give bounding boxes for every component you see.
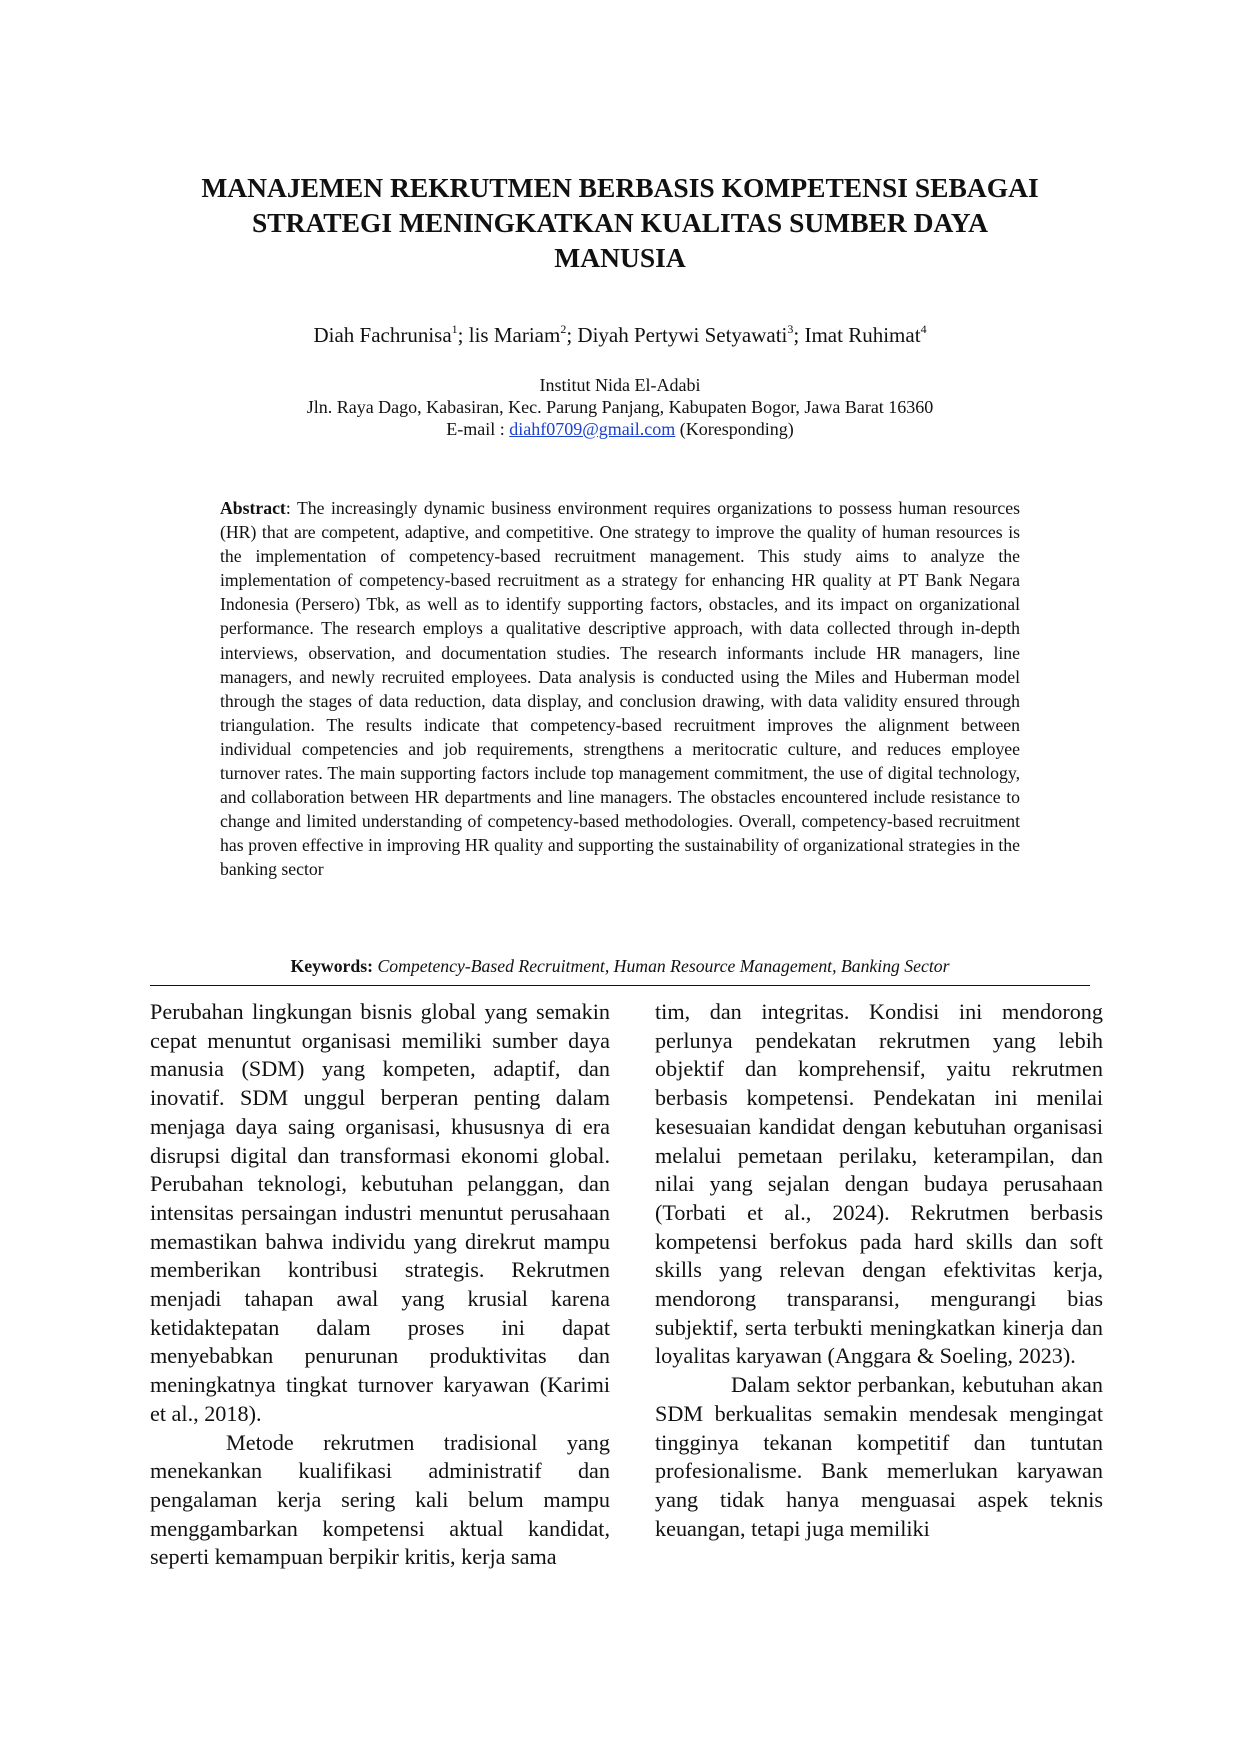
keywords-label: Keywords: (290, 956, 374, 976)
section-divider (150, 985, 1090, 986)
institution: Institut Nida El-Adabi (539, 375, 701, 395)
abstract (220, 496, 1020, 882)
body-paragraph: tim, dan integritas. Kondisi ini mendorong perlunya pendekatan rekrutmen yang lebih objektif dan komprehensif, yaitu rekrutmen berbasis kompetensi. Pendekatan ini menilai kesesuaian kandidat dengan kebutuhan organisasi melalui pemetaan perilaku, keterampilan, dan nilai yang sejalan dengan budaya perusahaan (Torbati et al., 2024). Rekrutmen berbasis kompetensi berfokus pada hard skills dan soft skills yang relevan dengan efektivitas kerja, mendorong transparansi, mengurangi bias subjektif, serta terbukti meningkatkan kinerja dan loyalitas karyawan (Anggara & Soeling, 2023). (655, 999, 1103, 1369)
body-column-left (150, 998, 610, 1572)
body-paragraph: Dalam sektor perbankan, kebutuhan akan SDM berkualitas semakin mendesak mengingat tingginya tekanan kompetitif dan tuntutan profesionalisme. Bank memerlukan karyawan yang tidak hanya menguasai aspek teknis keuangan, tetapi juga memiliki (655, 1372, 1103, 1541)
author-separator: ; (457, 323, 469, 347)
title-line: MANUSIA (554, 242, 686, 273)
author-name: Diah Fachrunisa (313, 323, 452, 347)
author-name: Diyah Pertywi Setyawati (577, 323, 788, 347)
address: Jln. Raya Dago, Kabasiran, Kec. Parung Panjang, Kabupaten Bogor, Jawa Barat 16360 (306, 397, 934, 417)
author-name: Imat Ruhimat (804, 323, 921, 347)
affiliation-block (0, 374, 1240, 440)
author-separator: ; (566, 323, 578, 347)
email-line (0, 418, 1240, 440)
author-affiliation-mark: 4 (920, 322, 927, 336)
author-affiliation-mark: 2 (560, 322, 567, 336)
email-label: E-mail : (446, 419, 510, 439)
keywords-text: Competency-Based Recruitment, Human Resource Management, Banking Sector (377, 956, 950, 976)
body-paragraph: Perubahan lingkungan bisnis global yang semakin cepat menuntut organisasi memiliki sumber daya manusia (SDM) yang kompeten, adaptif, dan inovatif. SDM unggul berperan penting dalam menjaga daya saing organisasi, khususnya di era disrupsi digital dan transformasi ekonomi global. Perubahan teknologi, kebutuhan pelanggan, dan intensitas persaingan industri menuntut perusahaan memastikan bahwa individu yang direkrut mampu memberikan kontribusi strategis. Rekrutmen menjadi tahapan awal yang krusial karena ketidaktepatan dalam proses ini dapat menyebabkan penurunan produktivitas dan meningkatnya tingkat turnover karyawan (Karimi et al., 2018). (150, 999, 610, 1426)
body-paragraph: Metode rekrutmen tradisional yang menekankan kualifikasi administratif dan pengalaman kerja sering kali belum mampu menggambarkan kompetensi aktual kandidat, seperti kemampuan berpikir kritis, kerja sama (150, 1429, 610, 1570)
author-affiliation-mark: 3 (787, 322, 794, 336)
author-separator: ; (793, 323, 805, 347)
paper-title (150, 170, 1090, 275)
abstract-text: : The increasingly dynamic business environment requires organizations to possess human resources (HR) that are competent, adaptive, and competitive. One strategy to improve the quality of human resources is the implementation of competency-based recruitment management. This study aims to analyze the implementation of competency-based recruitment as a strategy for enhancing HR quality at PT Bank Negara Indonesia (Persero) Tbk, as well as to identify supporting factors, obstacles, and its impact on organizational performance. The research employs a qualitative descriptive approach, with data collected through in-depth interviews, observation, and documentation studies. The research informants include HR managers, line managers, and newly recruited employees. Data analysis is conducted using the Miles and Huberman model through the stages of data reduction, data display, and conclusion drawing, with data validity ensured through triangulation. The results indicate that competency-based recruitment improves the alignment between individual competencies and job requirements, strengthens a meritocratic culture, and reduces employee turnover rates. The main supporting factors include top management commitment, the use of digital technology, and collaboration between HR departments and line managers. The obstacles encountered include resistance to change and limited understanding of competency-based methodologies. Overall, competency-based recruitment has proven effective in improving HR quality and supporting the sustainability of organizational strategies in the banking sector (220, 498, 1020, 880)
abstract-label: Abstract (220, 498, 286, 518)
email-link[interactable]: diahf0709@gmail.com (509, 419, 676, 439)
author-name: lis Mariam (468, 323, 561, 347)
title-line: STRATEGI MENINGKATKAN KUALITAS SUMBER DAYA (251, 207, 988, 238)
author-affiliation-mark: 1 (451, 322, 458, 336)
title-line: MANAJEMEN REKRUTMEN BERBASIS KOMPETENSI SEBAGAI (201, 172, 1039, 203)
keywords (0, 955, 1240, 977)
email-note: (Koresponding) (675, 419, 794, 439)
author-list (0, 322, 1240, 348)
body-column-right (655, 998, 1103, 1543)
